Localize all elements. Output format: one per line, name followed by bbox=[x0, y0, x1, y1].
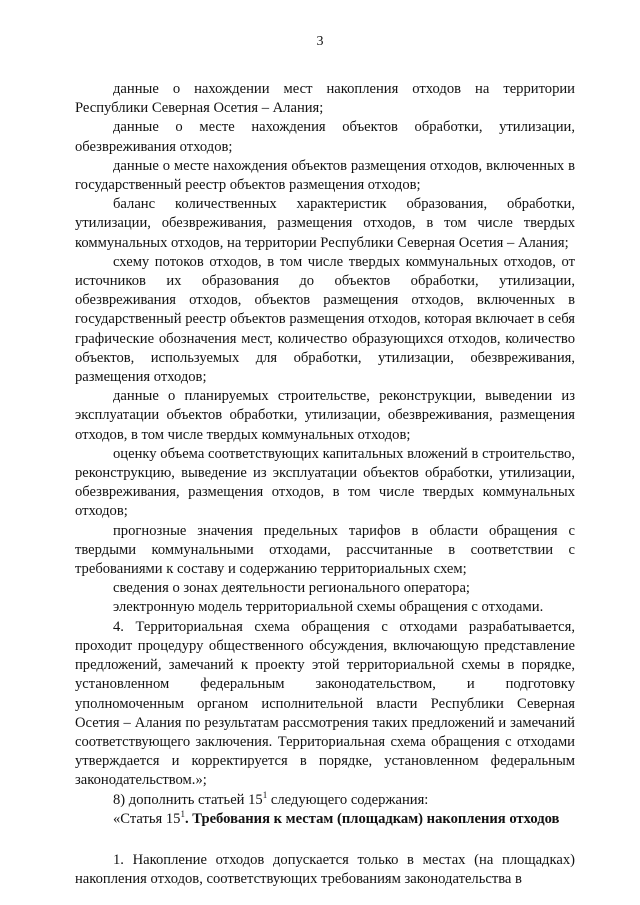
amendment-item bbox=[75, 791, 575, 810]
article-title-bold: . Требования к местам (площадкам) накопления отходов bbox=[184, 810, 560, 827]
paragraph: электронную модель территориальной схемы обращения с отходами. bbox=[113, 599, 544, 616]
paragraph: оценку объема соответствующих капитальных вложений в строительство, реконструкцию, выведение из эксплуатации объектов обработки, утилизации, обезвреживания, размещения отходов, в том числе твердых коммунальных отходов; bbox=[75, 445, 575, 520]
paragraph: 1. Накопление отходов допускается только в местах (на площадках) накопления отходов, соответствующих требованиям законодательства в bbox=[75, 851, 575, 888]
amendment-text-end: следующего содержания: bbox=[267, 791, 429, 808]
paragraph: сведения о зонах деятельности регионального оператора; bbox=[113, 580, 470, 597]
paragraph: данные о месте нахождения объектов размещения отходов, включенных в государственный реестр объектов размещения отходов; bbox=[75, 157, 575, 194]
document-body bbox=[75, 80, 575, 889]
superscript: 1 bbox=[262, 789, 268, 800]
paragraph: данные о нахождении мест накопления отходов на территории Республики Северная Осетия – Алания; bbox=[75, 81, 575, 117]
paragraph: данные о месте нахождения объектов обработки, утилизации, обезвреживания отходов; bbox=[75, 119, 575, 155]
paragraph: баланс количественных характеристик образования, обработки, утилизации, обезвреживания, размещения отходов, в том числе твердых коммунальных отходов, на территории Республики Северная Осетия – Алания; bbox=[75, 196, 575, 251]
page-number: 3 bbox=[316, 34, 324, 49]
superscript: 1 bbox=[180, 808, 185, 819]
amendment-text: 8) дополнить статьей 15 bbox=[113, 791, 263, 808]
paragraph: 4. Территориальная схема обращения с отходами разрабатывается, проходит процедуру общественного обсуждения, включающую представление предложений, замечаний к проекту этой территориальной схемы в порядке, установленном федеральным законодательством, и подготовку уполномоченным органом исполнительной власти Республики Северная Осетия – Алания по результатам рассмотрения таких предложений и замечаний соответствующего заключения. Территориальная схема обращения с отходами утверждается и корректируется в порядке, установленном федеральным законодательством.»; bbox=[75, 618, 575, 789]
article-title bbox=[75, 810, 575, 829]
paragraph: данные о планируемых строительстве, реконструкции, выведении из эксплуатации объектов обработки, утилизации, обезвреживания, размещения отходов, в том числе твердых коммунальных отходов; bbox=[75, 388, 575, 443]
paragraph: схему потоков отходов, в том числе твердых коммунальных отходов, от источников их образования до объектов обработки, утилизации, обезвреживания отходов, объектов размещения отходов, включенных в государственный реестр объектов размещения отходов, которая включает в себя графические обозначения мест, количество образующихся отходов, количество объектов, используемых для обработки, утилизации, обезвреживания, размещения отходов; bbox=[75, 253, 575, 386]
paragraph: прогнозные значения предельных тарифов в области обращения с твердыми коммунальными отходами, рассчитанные в соответствии с требованиями к составу и содержанию территориальных схем; bbox=[75, 522, 575, 578]
article-title-prefix: «Статья 15 bbox=[113, 810, 181, 827]
